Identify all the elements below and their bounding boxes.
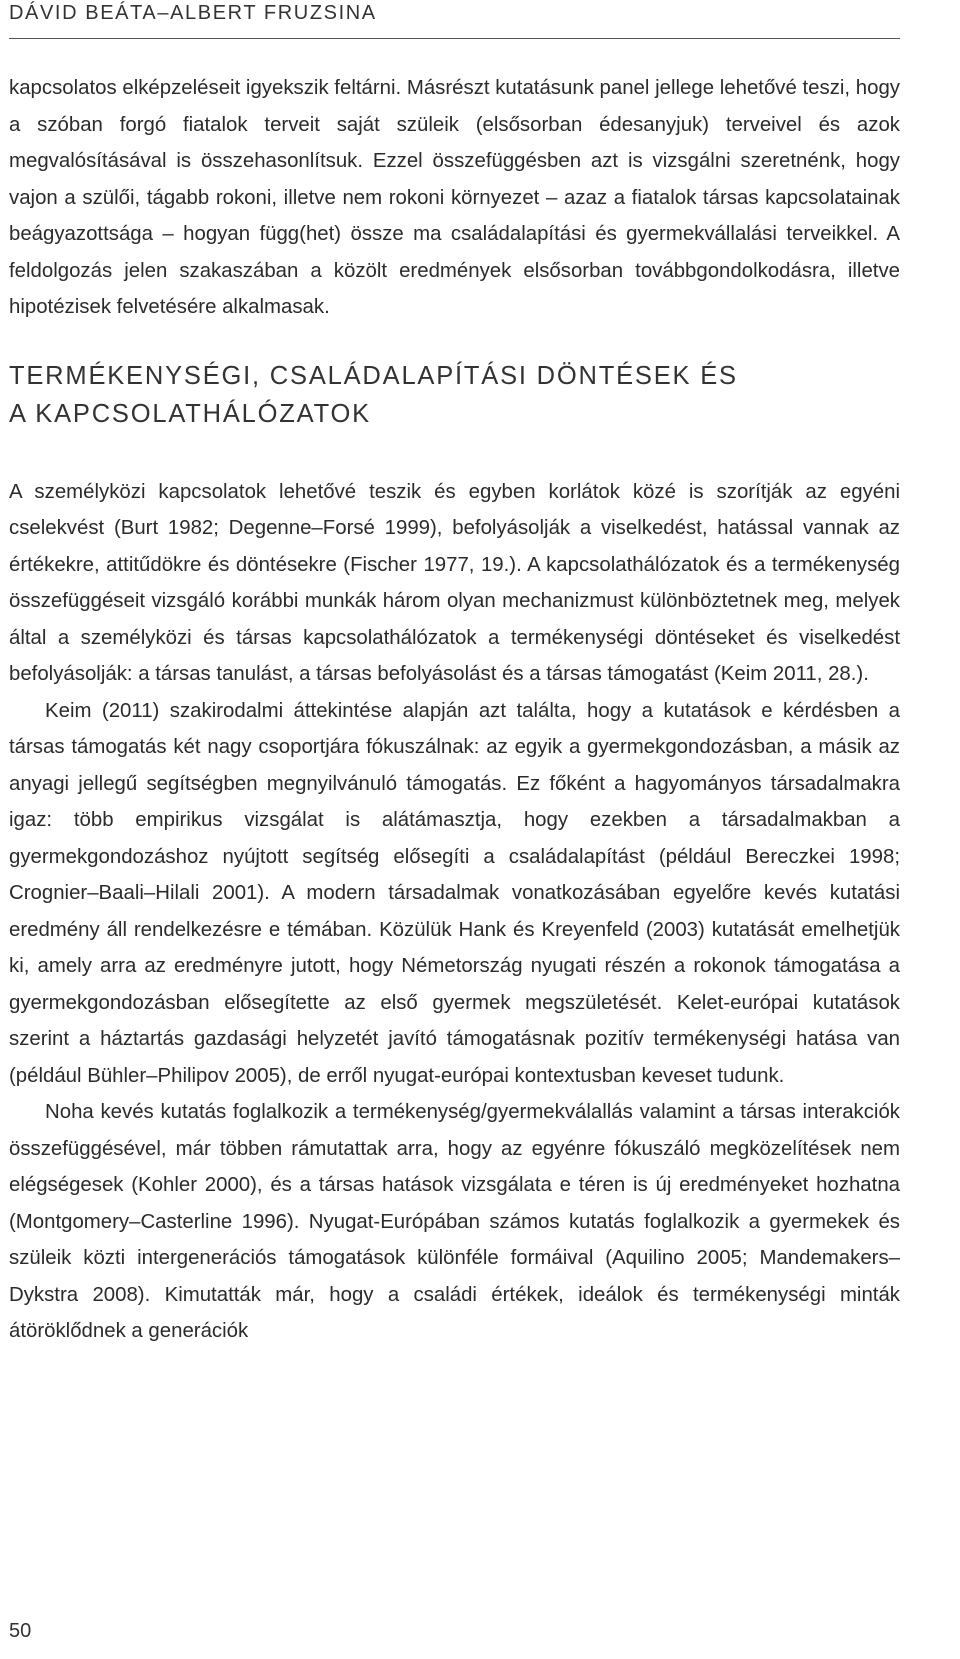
- body-paragraph-3: Noha kevés kutatás foglalkozik a termékenység/gyermekválallás valamint a társas interakciók összefüggésével, már többen rámutattak arra, hogy az egyénre fókuszáló megközelítések nem elégségesek (Kohler 2000), és a társas hatások vizsgálata e téren is új eredményeket hozhatna (Montgomery–Casterline 1996). Nyugat-Európában számos kutatás foglalkozik a gyermekek és szüleik közti intergenerációs támogatások különféle formáival (Aquilino 2005; Mandemakers–Dykstra 2008). Kimutatták már, hogy a családi értékek, ideálok és termékenységi minták átöröklődnek a generációk: [9, 1101, 900, 1342]
- section-heading-line-1: TERMÉKENYSÉGI, CSALÁDALAPÍTÁSI DÖNTÉSEK ÉS: [9, 361, 738, 390]
- body-paragraph-2: Keim (2011) szakirodalmi áttekintése alapján azt találta, hogy a kutatások e kérdésben a társas támogatás két nagy csoportjára fókuszálnak: az egyik a gyermekgondozásban, a másik az anyagi jellegű segítségben megnyilvánuló támogatás. Ez főként a hagyományos társadalmakra igaz: több empirikus vizsgálat is alátámasztja, hogy ezekben a társadalmakban a gyermekgondozáshoz nyújtott segítség elősegíti a családalapítást (például Bereczkei 1998; Crognier–Baali–Hilali 2001). A modern társadalmak vonatkozásában egyelőre kevés kutatási eredmény áll rendelkezésre e témában. Közülük Hank és Kreyenfeld (2003) kutatását emelhetjük ki, amely arra az eredményre jutott, hogy Németország nyugati részén a rokonok támogatása a gyermekgondozásban elősegítette az első gyermek megszületését. Kelet-európai kutatások szerint a háztartás gazdasági helyzetét javító támogatásnak pozitív termékenységi hatása van (például Bühler–Philipov 2005), de erről nyugat-európai kontextusban keveset tudunk.: [9, 699, 900, 1087]
- section-heading-line-2: A KAPCSOLATHÁLÓZATOK: [9, 399, 371, 428]
- body-paragraph-1: A személyközi kapcsolatok lehetővé teszik és egyben korlátok közé is szorítják az egyéni cselekvést (Burt 1982; Degenne–Forsé 1999), befolyásolják a viselkedést, hatással vannak az értékekre, attitűdökre és döntésekre (Fischer 1977, 19.). A kapcsolathálózatok és a termékenység összefüggéseit vizsgáló korábbi munkák három olyan mechanizmust különböztetnek meg, melyek által a személyközi és társas kapcsolathálózatok a termékenységi döntéseket és viselkedést befolyásolják: a társas tanulást, a társas befolyásolást és a társas támogatást (Keim 2011, 28.).: [9, 480, 900, 685]
- intro-paragraph: kapcsolatos elképzeléseit igyekszik feltárni. Másrészt kutatásunk panel jellege lehetővé teszi, hogy a szóban forgó fiatalok terveit saját szüleik (elsősorban édesanyjuk) terveivel és azok megvalósításával is összehasonlítsuk. Ezzel összefüggésben azt is vizsgálni szeretnénk, hogy vajon a szülői, tágabb rokoni, illetve nem rokoni környezet – azaz a fiatalok társas kapcsolatainak beágyazottsága – hogyan függ(het) össze ma családalapítási és gyermekvállalási terveikkel. A feldolgozás jelen szakaszában a közölt eredmények elsősorban továbbgondolkodásra, illetve hipotézisek felvetésére alkalmasak.: [9, 77, 900, 318]
- page-body: [9, 70, 900, 1350]
- page-number: 50: [9, 1620, 32, 1642]
- running-head: DÁVID BEÁTA–ALBERT FRUZSINA: [9, 2, 377, 24]
- section-heading: [9, 357, 900, 433]
- header-divider: [9, 38, 900, 39]
